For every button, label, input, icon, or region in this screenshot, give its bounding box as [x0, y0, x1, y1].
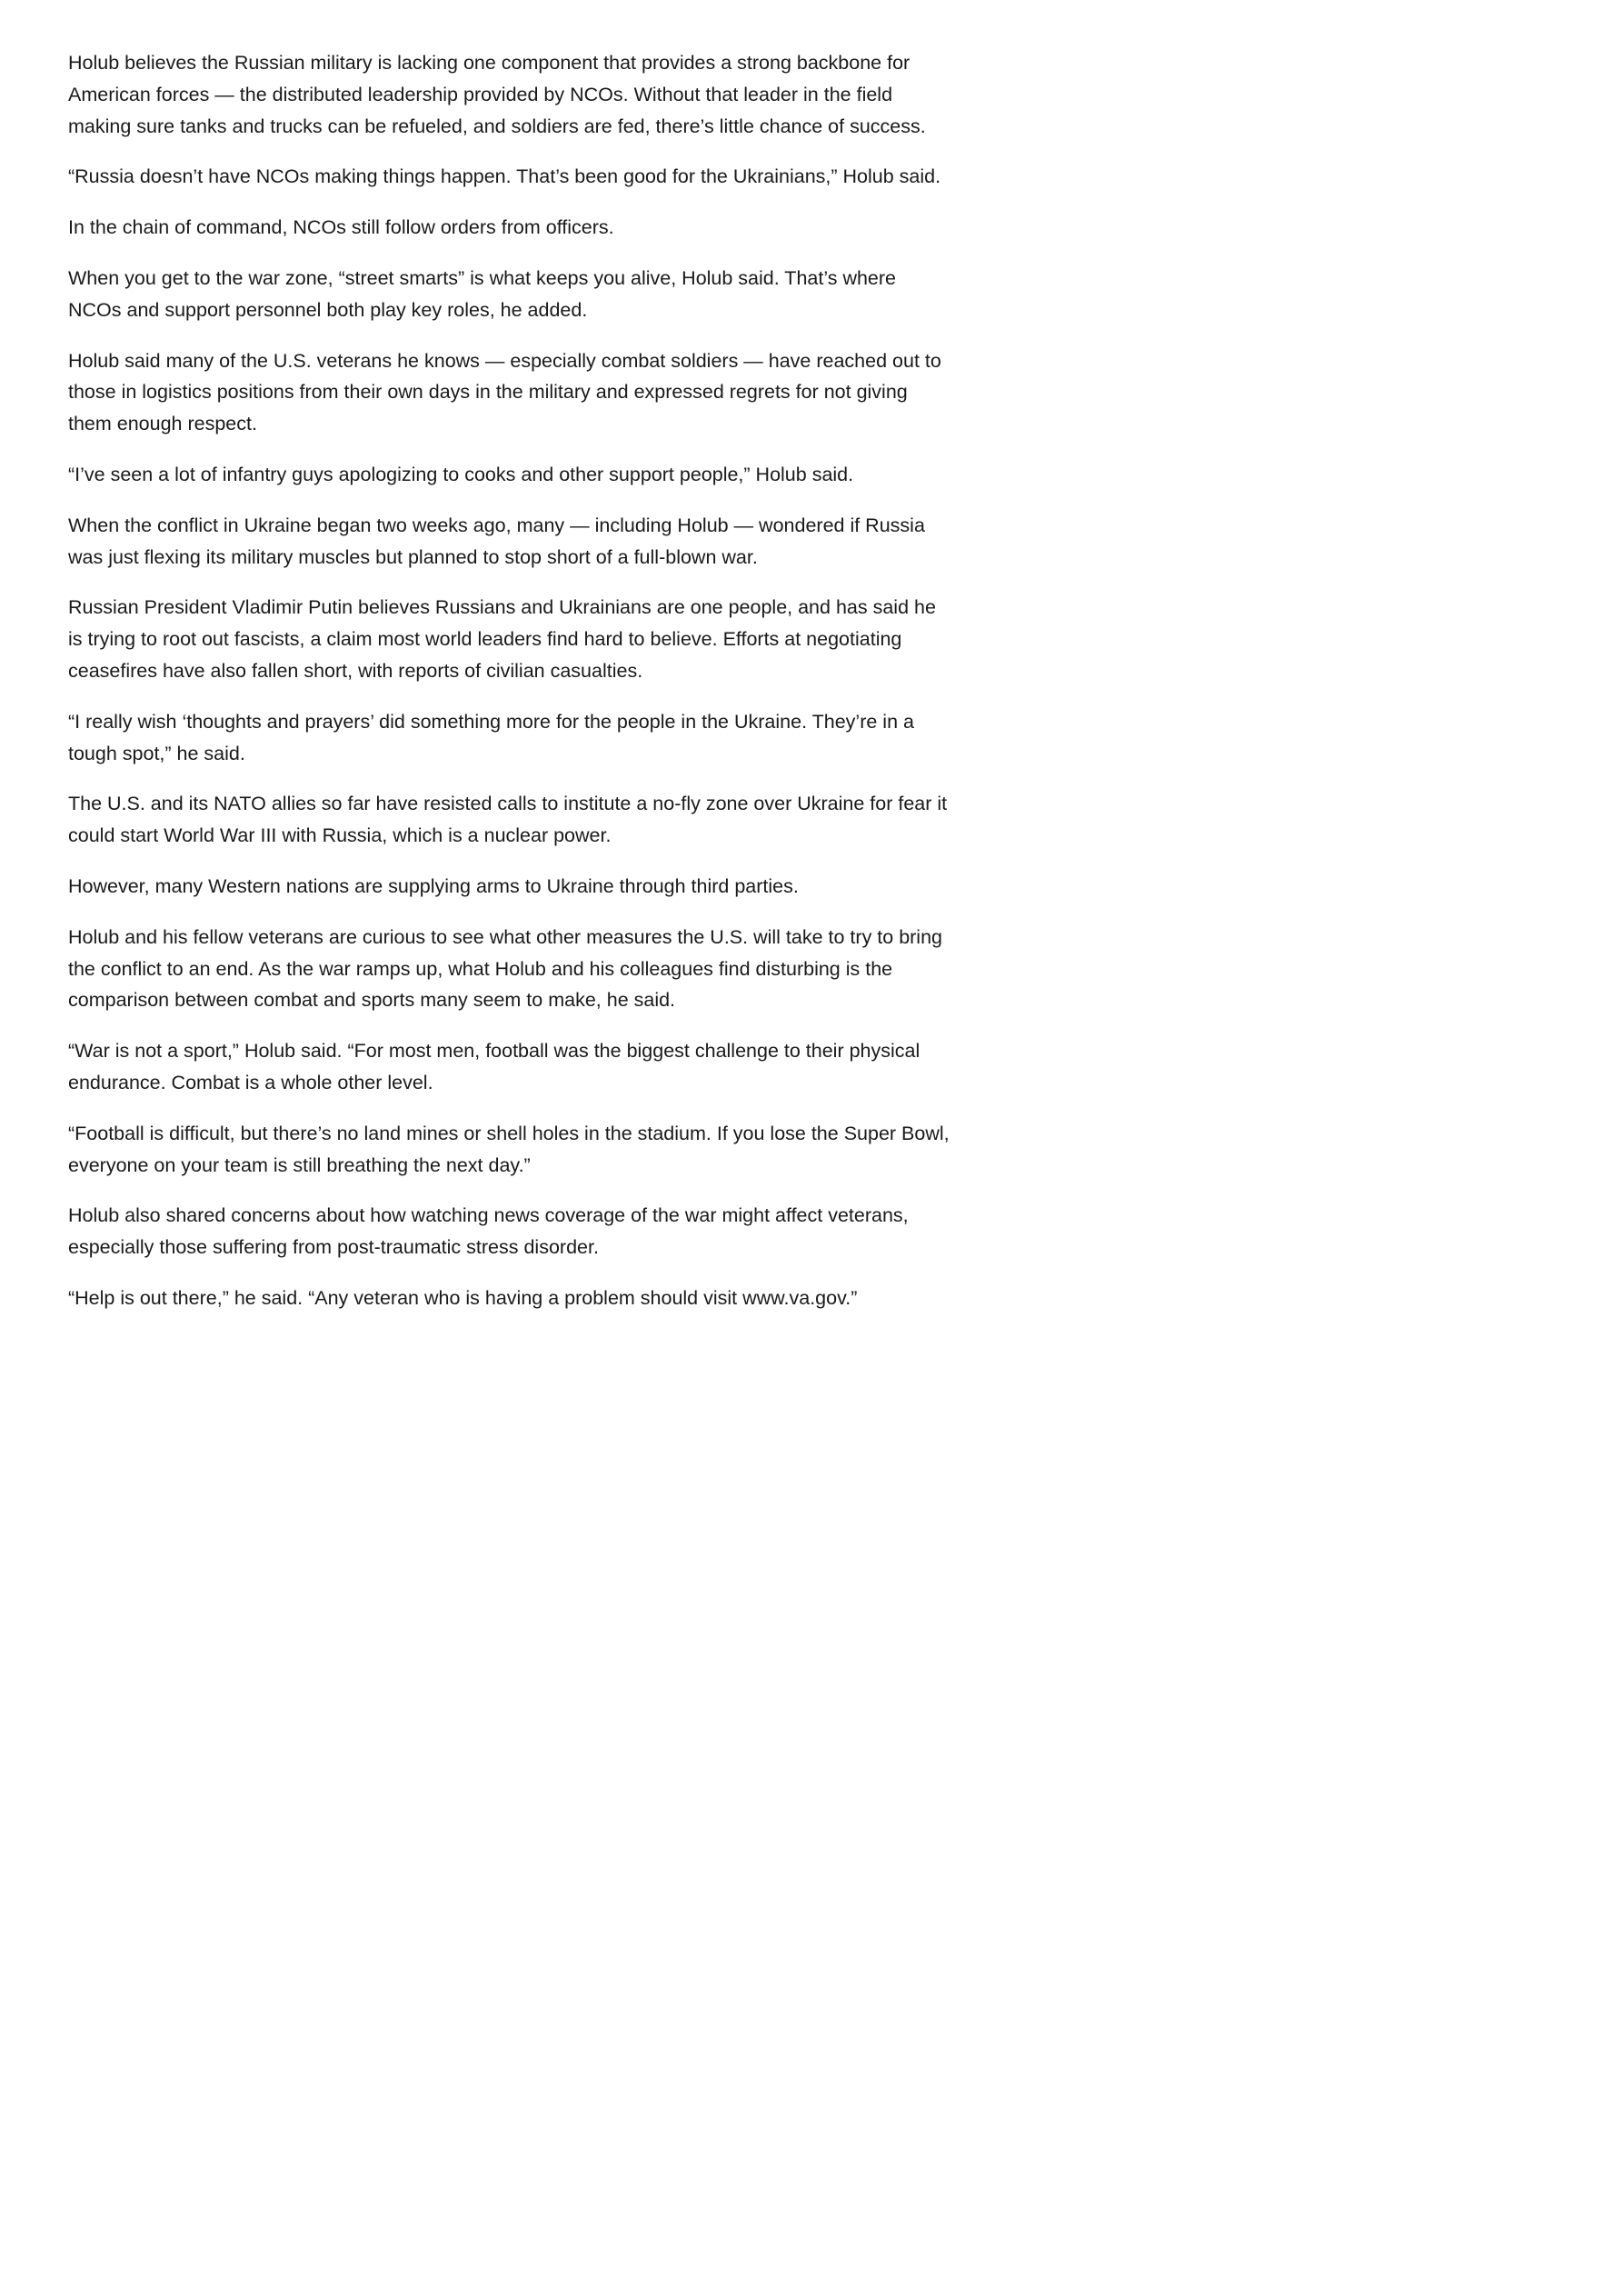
paragraph: However, many Western nations are supplying arms to Ukraine through third parties. — [68, 874, 799, 897]
paragraph: Holub also shared concerns about how watching news coverage of the war might affect veterans, especially those suffering from post-traumatic stress disorder. — [68, 1204, 909, 1259]
paragraph: “I’ve seen a lot of infantry guys apologizing to cooks and other support people,” Holub said. — [68, 463, 854, 485]
article-body — [68, 47, 950, 1333]
paragraph: “Football is difficult, but there’s no land mines or shell holes in the stadium. If you lose the Super Bowl, everyone on your team is still breathing the next day.” — [68, 1122, 950, 1176]
paragraph: “Help is out there,” he said. “Any veteran who is having a problem should visit www.va.gov.” — [68, 1286, 858, 1309]
paragraph: Holub believes the Russian military is lacking one component that provides a strong backbone for American forces — the distributed leadership provided by NCOs. Without that leader in the field making sure tanks and trucks can be refueled, and soldiers are fed, there’s little chance of success. — [68, 52, 926, 137]
paragraph: “I really wish ‘thoughts and prayers’ did something more for the people in the Ukraine. They’re in a tough spot,” he said. — [68, 710, 914, 764]
paragraph: “Russia doesn’t have NCOs making things happen. That’s been good for the Ukrainians,” Holub said. — [68, 165, 941, 188]
paragraph: The U.S. and its NATO allies so far have resisted calls to institute a no-fly zone over Ukraine for fear it could start World War III with Russia, which is a nuclear power. — [68, 793, 948, 847]
paragraph: Holub said many of the U.S. veterans he knows — especially combat soldiers — have reached out to those in logistics positions from their own days in the military and expressed regrets for not giving them enough respect. — [68, 349, 941, 435]
paragraph: Holub and his fellow veterans are curious to see what other measures the U.S. will take to try to bring the conflict to an end. As the war ramps up, what Holub and his colleagues find disturbing is the comparison between combat and sports many seem to make, he said. — [68, 925, 942, 1012]
paragraph: In the chain of command, NCOs still follow orders from officers. — [68, 216, 614, 239]
paragraph: When you get to the war zone, “street smarts” is what keeps you alive, Holub said. That’s where NCOs and support personnel both play key roles, he added. — [68, 266, 896, 321]
paragraph: “War is not a sport,” Holub said. “For most men, football was the biggest challenge to their physical endurance. Combat is a whole other level. — [68, 1040, 920, 1093]
paragraph: Russian President Vladimir Putin believes Russians and Ukrainians are one people, and has said he is trying to root out fascists, a claim most world leaders find hard to believe. Efforts at negotiating ceasefires have also fallen short, with reports of civilian casualties. — [68, 596, 936, 682]
paragraph: When the conflict in Ukraine began two weeks ago, many — including Holub — wondered if Russia was just flexing its military muscles but planned to stop short of a full-blown war. — [68, 514, 925, 568]
